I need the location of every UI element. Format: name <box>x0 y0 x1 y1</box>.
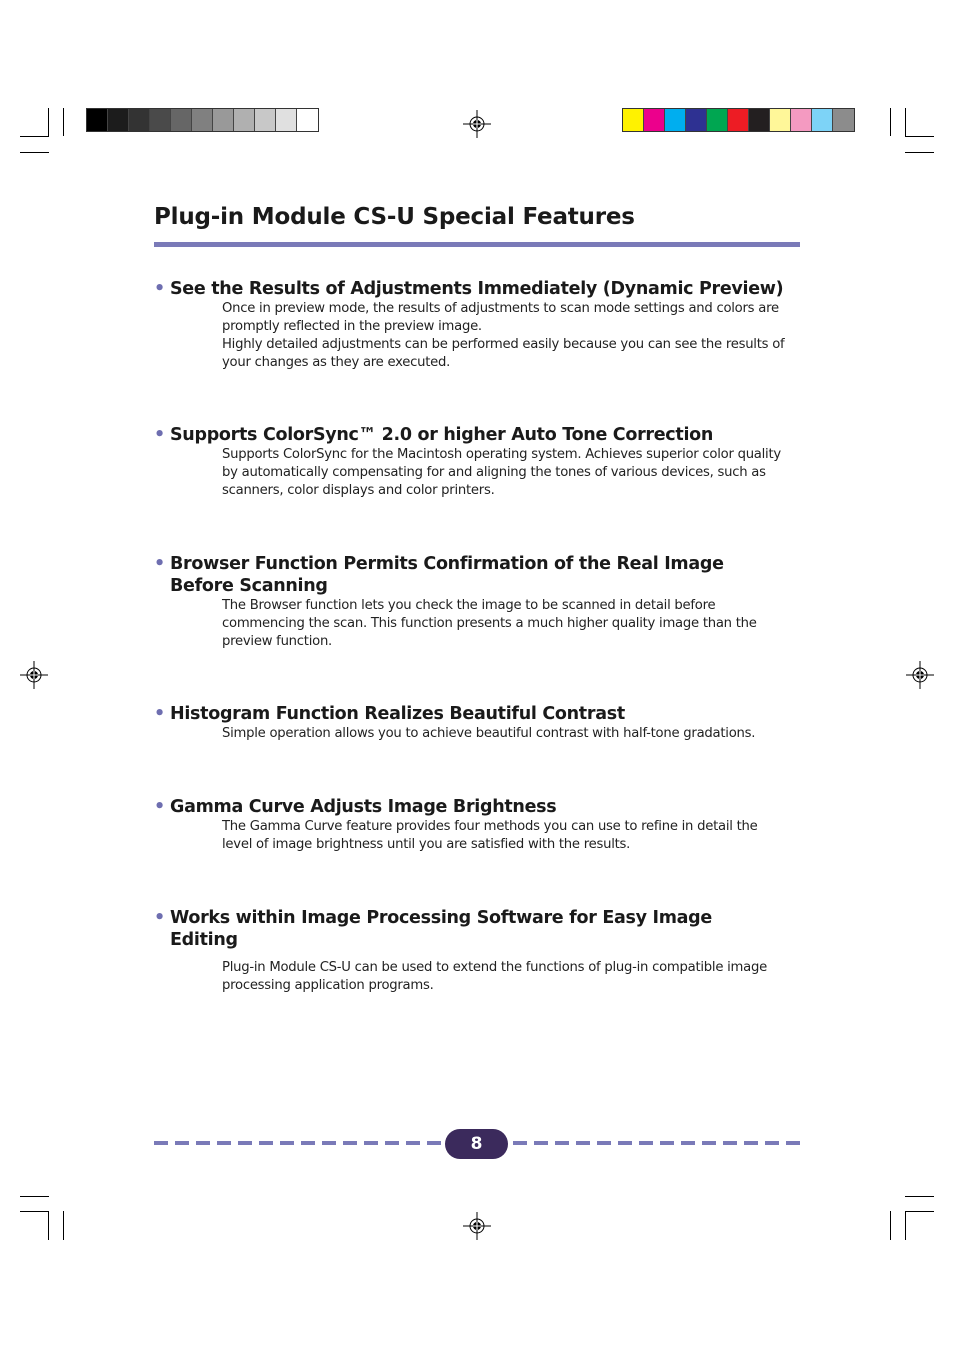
registration-mark-icon <box>463 110 491 138</box>
feature-body: The Gamma Curve feature provides four methods you can use to refine in detail the level of image brightness until you are satisfied with the results. <box>222 819 758 852</box>
feature-image-processing <box>154 907 802 995</box>
crop-mark <box>63 108 64 136</box>
crop-mark <box>905 1211 906 1240</box>
color-swatch <box>150 109 171 131</box>
crop-mark <box>905 152 934 153</box>
page-number: 8 <box>445 1129 508 1159</box>
color-swatch <box>749 109 770 131</box>
feature-heading: • See the Results of Adjustments Immediately (Dynamic Preview) <box>154 279 784 299</box>
feature-histogram <box>154 703 802 743</box>
color-swatch <box>623 109 644 131</box>
color-swatch <box>213 109 234 131</box>
feature-body: Supports ColorSync for the Macintosh operating system. Achieves superior color quality by automatically compensating for and aligning the tones of various devices, such as scanners, color displays and color printers. <box>222 447 781 498</box>
feature-dynamic-preview <box>154 278 802 372</box>
feature-heading: • Supports ColorSync™ 2.0 or higher Auto Tone Correction <box>154 425 714 445</box>
feature-heading: • Histogram Function Realizes Beautiful Contrast <box>154 704 625 724</box>
bullet-icon: • <box>154 704 165 724</box>
bullet-icon: • <box>154 279 165 299</box>
footer-rule-right <box>510 1141 800 1145</box>
color-swatch <box>297 109 318 131</box>
bullet-icon: • <box>154 425 165 445</box>
color-swatch <box>707 109 728 131</box>
crop-mark <box>905 1196 934 1197</box>
feature-heading: • Browser Function Permits Confirmation of the Real Image Before Scanning <box>154 554 724 596</box>
bullet-icon: • <box>154 797 165 817</box>
feature-heading: • Works within Image Processing Software for Easy Image Editing <box>154 908 712 950</box>
color-swatch <box>728 109 749 131</box>
crop-mark <box>48 1211 49 1240</box>
feature-body: Plug-in Module CS-U can be used to extend the functions of plug-in compatible image processing application programs. <box>222 960 767 993</box>
color-swatch <box>770 109 791 131</box>
crop-mark <box>20 1196 49 1197</box>
color-swatch <box>87 109 108 131</box>
feature-body: The Browser function lets you check the image to be scanned in detail before commencing the scan. This function presents a much higher quality image than the preview function. <box>222 598 757 649</box>
crop-mark <box>20 136 49 137</box>
footer-rule-left <box>154 1141 444 1145</box>
color-swatch <box>791 109 812 131</box>
bullet-icon: • <box>154 554 165 574</box>
color-swatch <box>108 109 129 131</box>
color-swatch <box>276 109 297 131</box>
feature-colorsync <box>154 424 802 500</box>
grayscale-calibration-bar <box>86 108 319 132</box>
color-swatch <box>192 109 213 131</box>
crop-mark <box>905 108 906 136</box>
feature-body: Simple operation allows you to achieve beautiful contrast with half-tone gradations. <box>222 726 756 741</box>
feature-heading: • Gamma Curve Adjusts Image Brightness <box>154 797 557 817</box>
crop-mark <box>890 1211 891 1240</box>
registration-mark-icon <box>906 661 934 689</box>
color-swatch <box>686 109 707 131</box>
color-calibration-bar <box>622 108 855 132</box>
crop-mark <box>20 152 49 153</box>
crop-mark <box>905 136 934 137</box>
feature-browser-function <box>154 553 802 651</box>
crop-mark <box>48 108 49 136</box>
crop-mark <box>905 1211 934 1212</box>
feature-body: Once in preview mode, the results of adjustments to scan mode settings and colors are promptly reflected in the preview image. Highly detailed adjustments can be performed easily because you can see the results of your changes as they are executed. <box>222 301 785 370</box>
bullet-icon: • <box>154 908 165 928</box>
crop-mark <box>63 1211 64 1240</box>
color-swatch <box>812 109 833 131</box>
page-title: Plug-in Module CS-U Special Features <box>154 204 635 230</box>
color-swatch <box>255 109 276 131</box>
color-swatch <box>171 109 192 131</box>
registration-mark-icon <box>463 1212 491 1240</box>
color-swatch <box>833 109 854 131</box>
crop-mark <box>890 108 891 136</box>
crop-mark <box>20 1211 49 1212</box>
color-swatch <box>665 109 686 131</box>
color-swatch <box>644 109 665 131</box>
registration-mark-icon <box>20 661 48 689</box>
color-swatch <box>129 109 150 131</box>
title-rule <box>154 242 800 247</box>
feature-gamma-curve <box>154 796 802 854</box>
color-swatch <box>234 109 255 131</box>
